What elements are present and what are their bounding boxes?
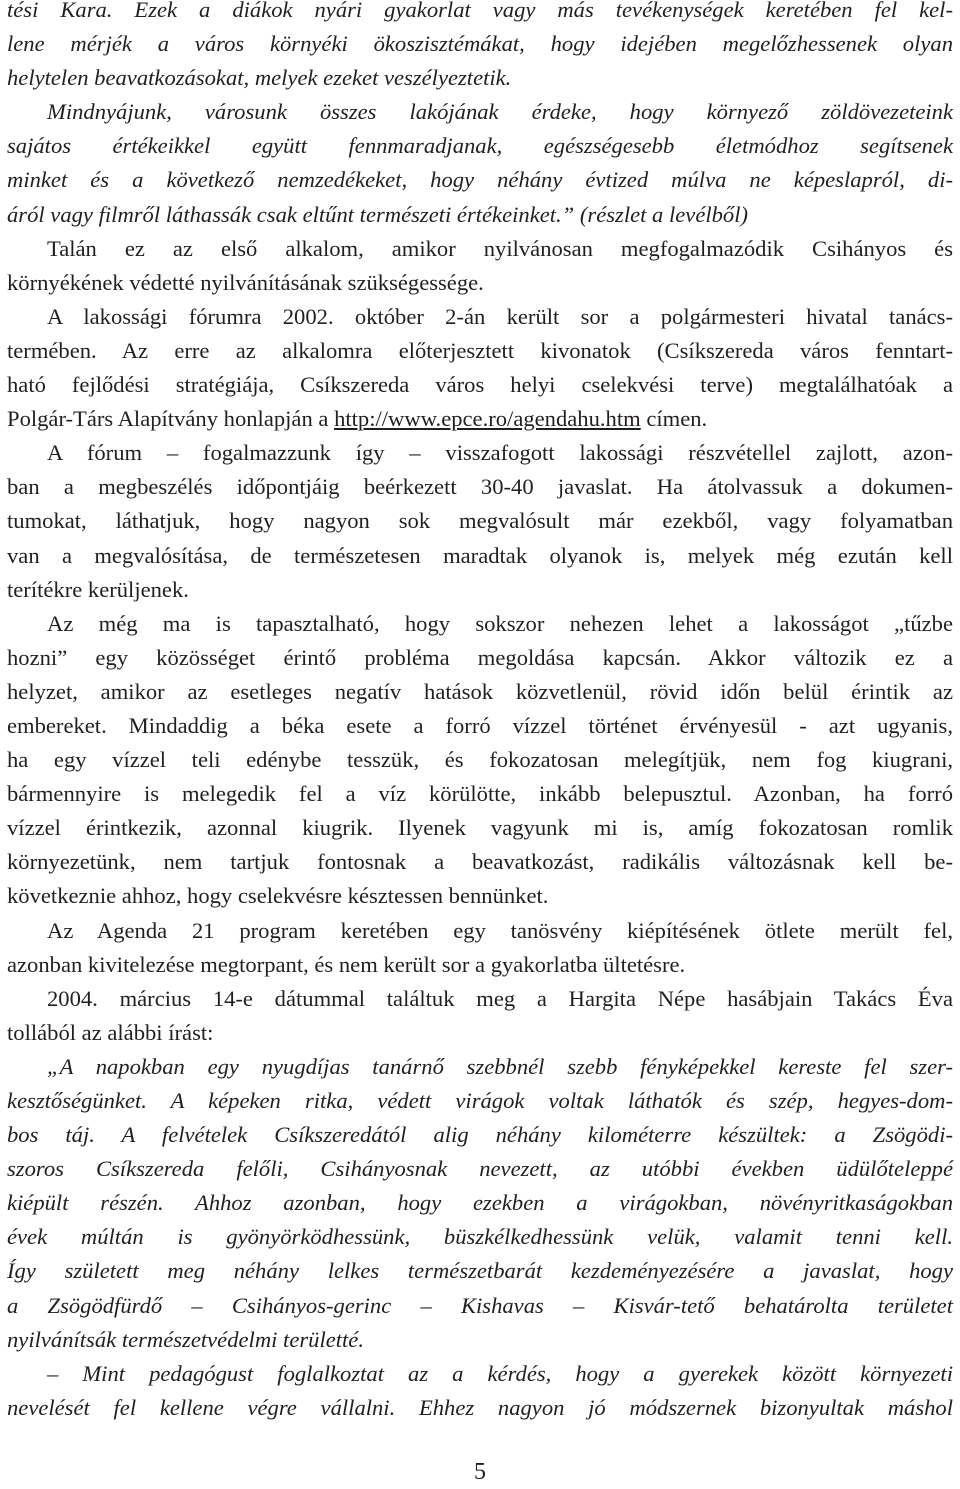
text-line: bos táj. A felvételek Csíkszeredától alig néhány kilométerre készültek: a Zsögödi-	[7, 1122, 953, 1148]
paragraph-teacher-dialogue	[7, 1357, 953, 1425]
text-line: Az Agenda 21 program keretében egy tanösvény kiépítésének ötlete merült fel,	[47, 917, 953, 943]
text-line: tumokat, láthatjuk, hogy nagyon sok megvalósult már ezekből, vagy folyamatban	[7, 508, 953, 534]
page-number: 5	[474, 1459, 486, 1485]
text-line: van a megvalósítása, de természetesen maradtak olyanok is, melyek még ezután kell	[7, 542, 953, 568]
text-line: Így született meg néhány lelkes természetbarát kezdeményezésére a javaslat, hogy	[7, 1258, 953, 1284]
text-line: „A napokban egy nyugdíjas tanárnő szebbnél szebb fényképekkel kereste fel szer-	[47, 1053, 953, 1079]
text-line: azonban kivitelezése megtorpant, és nem került sor a gyakorlatba ültetésre.	[7, 951, 686, 977]
text-line: A fórum – fogalmazzunk így – visszafogott lakossági részvétellel zajlott, azon-	[47, 440, 953, 466]
text-line: embereket. Mindaddig a béka esete a forró vízzel történet érvényesül - azt ugyanis,	[7, 712, 953, 738]
text-line: vízzel érintkezik, azonnal kiugrik. Ilyenek vagyunk mi is, amíg fokozatosan romlik	[7, 815, 953, 841]
text-line: környékének védetté nyilvánításának szükségessége.	[7, 269, 484, 295]
paragraph-first-occasion	[7, 232, 953, 300]
paragraph-frog-story	[7, 607, 953, 914]
text-line: minket és a következő nemzedékeket, hogy néhány évtized múlva ne képeslapról, di-	[7, 167, 953, 193]
text-line: ha egy vízzel teli edénybe tesszük, és fokozatosan melegítjük, nem fog kiugrani,	[7, 747, 953, 773]
text-line: bármennyire is melegedik fel a víz körülötte, inkább belepusztul. Azonban, ha forró	[7, 781, 953, 807]
paragraph-newspaper-intro	[7, 982, 953, 1050]
text-line: helytelen beavatkozásokat, melyek ezeket veszélyeztetik.	[7, 65, 512, 91]
text-line: Mindnyájunk, városunk összes lakójának érdeke, hogy környező zöldövezeteink	[47, 99, 953, 125]
text-line: nyilvánítsák természetvédelmi területté.	[7, 1326, 364, 1352]
paragraph-letter-continuation	[7, 0, 953, 95]
text-line: hozni” egy közösséget érintő probléma megoldása kapcsán. Akkor változik ez a	[7, 644, 953, 670]
paragraph-public-forum	[7, 300, 953, 436]
text-span: Polgár-Társ Alapítvány honlapján a	[7, 406, 335, 432]
text-line: környezetünk, nem tartjuk fontosnak a beavatkozást, radikális változásnak kell be-	[7, 849, 953, 875]
text-line: következnie ahhoz, hogy cselekvésre késztessen bennünket.	[7, 883, 549, 909]
text-line: ban a megbeszélés időpontjáig beérkezett 30-40 javaslat. Ha átolvassuk a dokumen-	[7, 474, 953, 500]
paragraph-newspaper-quote	[7, 1050, 953, 1357]
paragraph-agenda21	[7, 914, 953, 982]
text-span: címen.	[640, 406, 708, 432]
text-line: sajátos értékeikkel együtt fennmaradjanak, egészségesebb életmódhoz segítsenek	[7, 133, 953, 159]
text-line: a Zsögödfürdő – Csihányos-gerinc – Kishavas – Kisvár-tető behatárolta területet	[7, 1292, 953, 1318]
text-line: áról vagy filmről láthassák csak eltűnt természeti értékeinket.” (részlet a levélből)	[7, 201, 749, 227]
text-line: tési Kara. Ezek a diákok nyári gyakorlat vagy más tevékenységek keretében fel kel-	[7, 0, 953, 22]
text-line: Talán ez az első alkalom, amikor nyilvánosan megfogalmazódik Csihányos és	[47, 235, 953, 261]
text-line: évek múltán is gyönyörködhessünk, büszkélkedhessünk velük, valamit tenni kell.	[7, 1224, 953, 1250]
text-line: nevelését fel kellene végre vállalni. Ehhez nagyon jó módszernek bizonyultak máshol	[7, 1394, 953, 1420]
text-line: terítékre kerüljenek.	[7, 576, 189, 602]
text-line: Az még ma is tapasztalható, hogy sokszor nehezen lehet a lakosságot „tűzbe	[47, 610, 953, 636]
text-line: helyzet, amikor az esetleges negatív hatások közvetlenül, rövid időn belül érintik az	[7, 678, 953, 704]
text-line: – Mint pedagógust foglalkoztat az a kérdés, hogy a gyerekek között környezeti	[47, 1360, 953, 1386]
text-line: kiépült részén. Ahhoz azonban, hogy ezekben a virágokban, növényritkaságokban	[7, 1190, 953, 1216]
text-line: ható fejlődési stratégiája, Csíkszereda város helyi cselekvési terve) megtalálhatóak a	[7, 372, 953, 398]
agenda-link[interactable]: http://www.epce.ro/agendahu.htm	[334, 406, 641, 432]
paragraph-forum-summary	[7, 436, 953, 606]
text-line: lene mérjék a város környéki ökoszisztémákat, hogy idejében megelőzhessenek olyan	[7, 31, 953, 57]
paragraph-letter-quote	[7, 95, 953, 231]
text-line: 2004. március 14-e dátummal találtuk meg a Hargita Népe hasábjain Takács Éva	[47, 985, 953, 1011]
text-line: A lakossági fórumra 2002. október 2-án került sor a polgármesteri hivatal tanács-	[47, 303, 953, 329]
text-line: termében. Az erre az alkalomra előterjesztett kivonatok (Csíkszereda város fenntart-	[7, 337, 953, 363]
text-line: kesztőségünket. A képeken ritka, védett virágok voltak láthatók és szép, hegyes-dom-	[7, 1088, 953, 1113]
text-line	[7, 402, 953, 436]
text-line: szoros Csíkszereda felőli, Csihányosnak nevezett, az utóbbi években üdülőteleppé	[7, 1156, 953, 1182]
text-line: tollából az alábbi írást:	[7, 1019, 214, 1045]
document-body	[7, 0, 953, 1425]
